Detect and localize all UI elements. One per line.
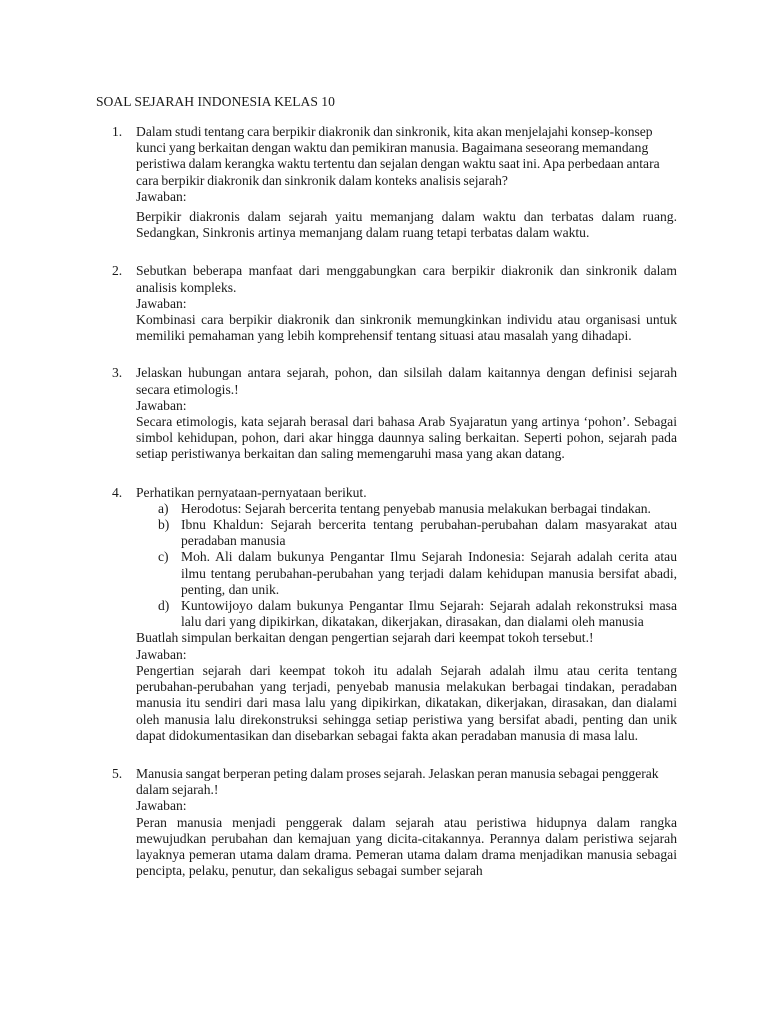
answer-text: Peran manusia menjadi penggerak dalam sejarah atau peristiwa hidupnya dalam rangka mewujudkan perubahan dan kemajuan yang dicita-citakannya. Perannya dalam peristiwa sejarah layaknya pemeran utama dalam drama. Pemeran utama dalam drama menjadikan manusia sebagai pencipta, pelaku, penutur, dan sekaligus sebagai sumber sejarah <box>136 814 677 879</box>
answer-text: Berpikir diakronis dalam sejarah yaitu memanjang dalam waktu dan terbatas dalam ruang. Sedangkan, Sinkronis artinya memanjang dalam ruang tetapi terbatas dalam waktu. <box>136 209 677 241</box>
statement-label: b) <box>158 517 170 533</box>
answer-label: Jawaban: <box>136 646 187 662</box>
answer-label: Jawaban: <box>136 295 187 311</box>
question-text: Jelaskan hubungan antara sejarah, pohon, dan silsilah dalam kaitannya dengan definisi sejarah secara etimologis.! <box>136 365 677 397</box>
question-2 <box>112 263 677 344</box>
statement-label: a) <box>158 500 169 516</box>
question-3 <box>112 365 677 462</box>
statement-d <box>136 598 677 630</box>
statement-label: c) <box>158 549 169 565</box>
document-title: SOAL SEJARAH INDONESIA KELAS 10 <box>96 94 335 109</box>
question-number: 4. <box>112 484 123 500</box>
question-instruction: Buatlah simpulan berkaitan dengan pengertian sejarah dari keempat tokoh tersebut.! <box>136 630 594 646</box>
question-text: Perhatikan pernyataan-pernyataan berikut. <box>136 484 367 500</box>
statement-text: Kuntowijoyo dalam bukunya Pengantar Ilmu Sejarah: Sejarah adalah rekonstruksi masa lalu dari yang dipikirkan, dikatakan, dikerjakan, dirasakan, dan dialami oleh manusia <box>181 598 677 630</box>
statement-text: Moh. Ali dalam bukunya Pengantar Ilmu Sejarah Indonesia: Sejarah adalah cerita atau ilmu tentang perubahan-perubahan yang terjadi dalam kehidupan manusia bersifat abadi, penting, dan unik. <box>181 549 677 597</box>
answer-label: Jawaban: <box>136 798 187 814</box>
statement-a <box>136 501 677 517</box>
statement-c <box>136 549 677 598</box>
question-text: Dalam studi tentang cara berpikir diakronik dan sinkronik, kita akan menjelajahi konsep-konsep kunci yang berkaitan dengan waktu dan pemikiran manusia. Bagaimana seseorang memandang peristiwa dalam kerangka waktu tertentu dan sejalan dengan waktu saat ini. Apa perbedaan antara cara berpikir diakronik dan sinkronik dalam konteks analisis sejarah? <box>136 124 660 188</box>
question-text: Sebutkan beberapa manfaat dari menggabungkan cara berpikir diakronik dan sinkronik dalam analisis kompleks. <box>136 263 677 295</box>
question-list <box>112 124 677 879</box>
answer-text: Kombinasi cara berpikir diakronik dan sinkronik memungkinkan individu atau organisasi untuk memiliki pemahaman yang lebih komprehensif tentang situasi atau masalah yang dihadapi. <box>136 312 677 344</box>
answer-text: Secara etimologis, kata sejarah berasal dari bahasa Arab Syajaratun yang artinya ‘pohon’. Sebagai simbol kehidupan, pohon, dari akar hingga daunnya saling berkaitan. Seperti pohon, sejarah pada setiap peristiwanya berkaitan dan saling memengaruhi masa yang akan datang. <box>136 414 677 462</box>
question-5 <box>112 765 677 879</box>
question-1 <box>112 124 677 241</box>
statement-b <box>136 517 677 549</box>
question-number: 1. <box>112 124 123 139</box>
answer-label: Jawaban: <box>136 397 187 413</box>
question-number: 3. <box>112 365 123 381</box>
statement-text: Herodotus: Sejarah bercerita tentang penyebab manusia melakukan berbagai tindakan. <box>181 500 651 516</box>
statement-label: d) <box>158 598 170 614</box>
answer-text: Pengertian sejarah dari keempat tokoh itu adalah Sejarah adalah ilmu atau cerita tentang perubahan-perubahan yang terjadi, penyebab manusia melakukan berbagai tindakan, peradaban manusia itu sendiri dari masa lalu yang dipikirkan, dikatakan, dikerjakan, dirasakan, dan dialami oleh manusia lalu direkonstruksi sehingga setiap peristiwa yang bersifat abadi, penting dan unik dapat didokumentasikan dan disebarkan sebagai fakta akan peradaban manusia di masa lalu. <box>136 662 677 743</box>
question-4 <box>112 484 677 744</box>
answer-label: Jawaban: <box>136 188 187 204</box>
statement-text: Ibnu Khaldun: Sejarah bercerita tentang perubahan-perubahan dalam masyarakat atau peradaban manusia <box>181 517 677 549</box>
question-number: 2. <box>112 263 123 279</box>
question-text: Manusia sangat berperan peting dalam proses sejarah. Jelaskan peran manusia sebagai penggerak dalam sejarah.! <box>136 765 659 798</box>
question-number: 5. <box>112 765 123 781</box>
